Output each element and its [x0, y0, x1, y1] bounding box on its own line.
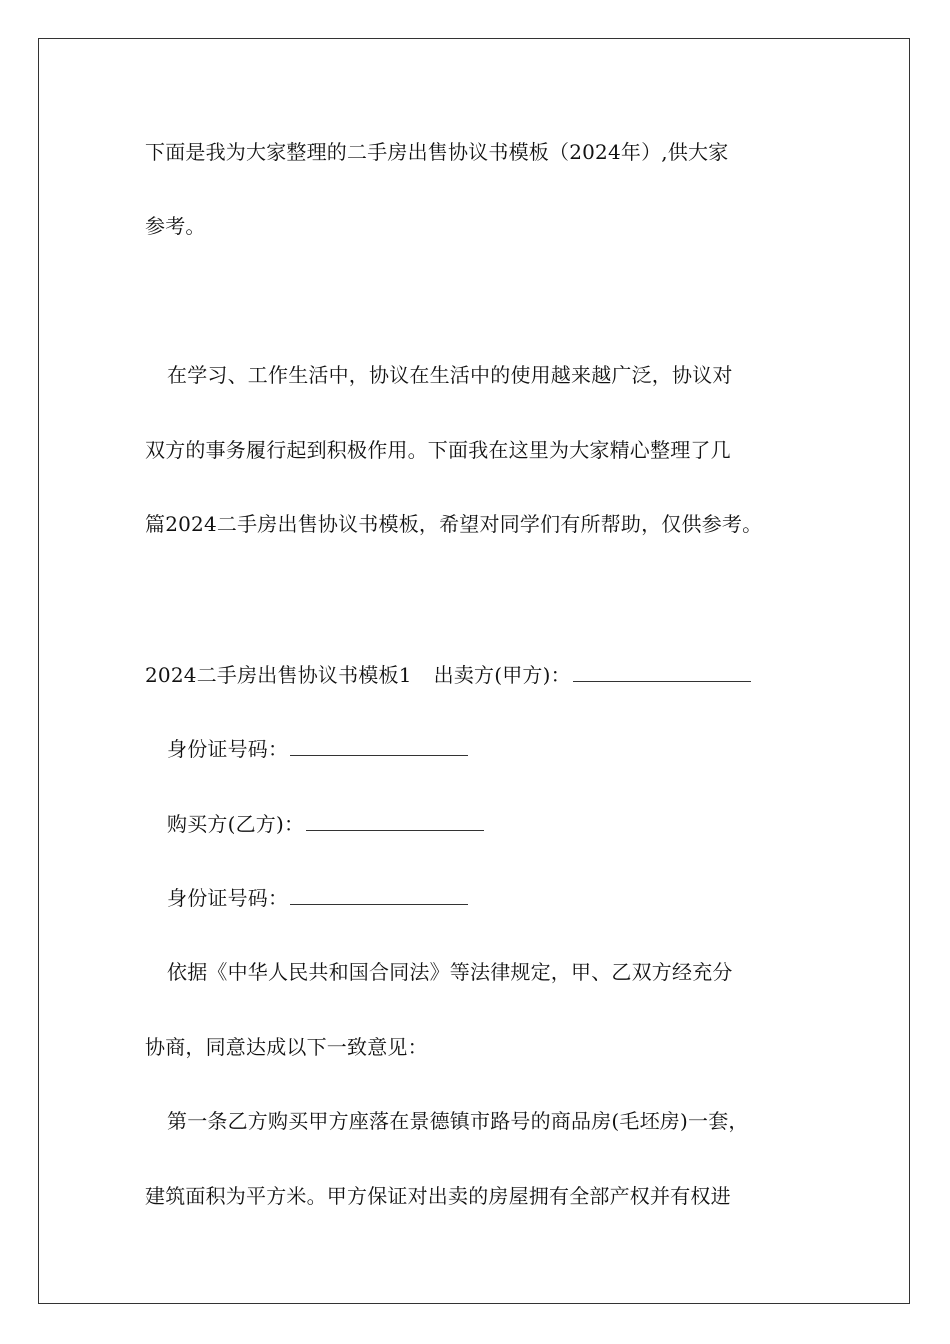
- article1-line-1: 第一条乙方购买甲方座落在景德镇市路号的商品房(毛坯房)一套，: [167, 1109, 749, 1133]
- preface-line-1: 在学习、工作生活中，协议在生活中的使用越来越广泛，协议对: [167, 363, 733, 387]
- template1-heading-row: [145, 661, 751, 689]
- template1-heading: 2024二手房出售协议书模板1: [145, 663, 412, 687]
- seller-name-blank: [573, 661, 751, 682]
- seller-id-blank: [290, 735, 468, 756]
- preface-line-2: 双方的事务履行起到积极作用。下面我在这里为大家精心整理了几: [145, 438, 731, 462]
- buyer-row: [167, 810, 484, 838]
- buyer-label: 购买方(乙方)：: [167, 812, 305, 836]
- buyer-id-blank: [290, 884, 468, 905]
- intro-line-1: 下面是我为大家整理的二手房出售协议书模板（2024年）,供大家: [145, 140, 729, 164]
- basis-line-1: 依据《中华人民共和国合同法》等法律规定，甲、乙双方经充分: [167, 960, 733, 984]
- seller-label: 出卖方(甲方)：: [433, 663, 571, 687]
- buyer-id-row: [167, 884, 468, 912]
- buyer-id-label: 身份证号码：: [167, 886, 289, 910]
- article1-line-2: 建筑面积为平方米。甲方保证对出卖的房屋拥有全部产权并有权进: [145, 1184, 731, 1208]
- preface-line-3: 篇2024二手房出售协议书模板，希望对同学们有所帮助，仅供参考。: [145, 512, 763, 536]
- intro-line-2: 参考。: [145, 214, 206, 238]
- seller-id-label: 身份证号码：: [167, 737, 289, 761]
- buyer-name-blank: [306, 810, 484, 831]
- seller-id-row: [167, 735, 468, 763]
- basis-line-2: 协商，同意达成以下一致意见：: [145, 1035, 428, 1059]
